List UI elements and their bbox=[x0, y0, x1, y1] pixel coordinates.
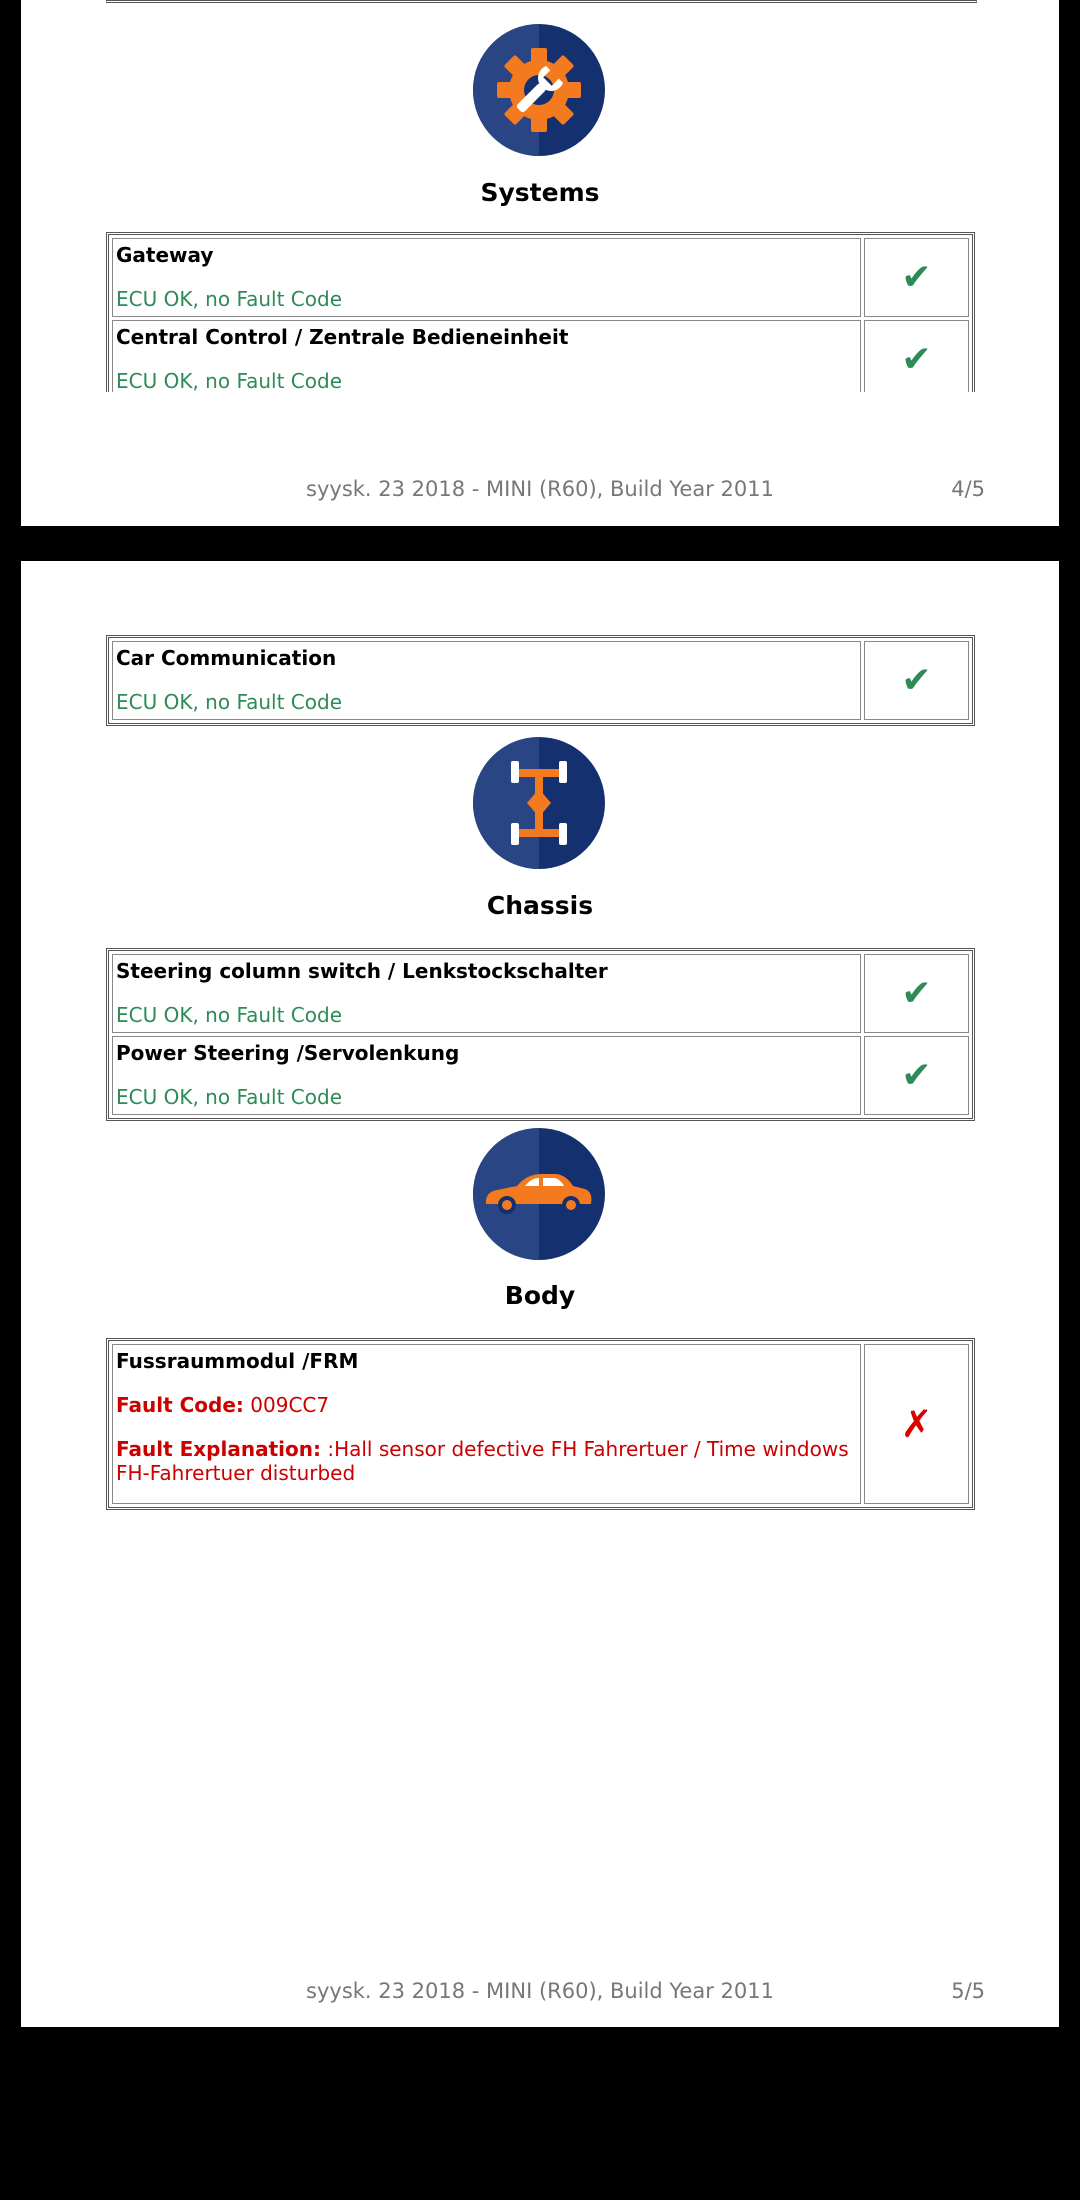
table-row bbox=[112, 238, 969, 317]
ecu-name: Gateway bbox=[116, 243, 214, 267]
check-mark-icon: ✔ bbox=[901, 659, 932, 701]
table-row bbox=[112, 1344, 969, 1504]
ecu-table-systems-continued bbox=[106, 635, 975, 726]
page-footer: syysk. 23 2018 - MINI (R60), Build Year 2011 bbox=[306, 1979, 774, 2003]
report-page-5 bbox=[21, 561, 1059, 2027]
ecu-name: Steering column switch / Lenkstockschalter bbox=[116, 959, 608, 983]
ecu-status: ECU OK, no Fault Code bbox=[116, 1085, 342, 1109]
chassis-axle-icon bbox=[473, 737, 605, 869]
table-row bbox=[112, 1036, 969, 1115]
report-page-4 bbox=[21, 0, 1059, 526]
fault-code-line bbox=[116, 1393, 857, 1417]
table-row bbox=[112, 320, 969, 392]
section-title-systems: Systems bbox=[480, 178, 600, 207]
check-mark-icon: ✔ bbox=[901, 972, 932, 1014]
section-title-body: Body bbox=[504, 1281, 576, 1310]
ecu-table-systems bbox=[106, 232, 975, 392]
fault-explanation-label: Fault Explanation: bbox=[116, 1437, 321, 1461]
car-icon bbox=[473, 1128, 605, 1260]
ecu-status: ECU OK, no Fault Code bbox=[116, 369, 342, 392]
systems-table-clip bbox=[21, 232, 1059, 392]
ecu-table-chassis bbox=[106, 948, 975, 1121]
ecu-name: Central Control / Zentrale Bedieneinheit bbox=[116, 325, 569, 349]
fault-code-label: Fault Code: bbox=[116, 1393, 244, 1417]
ecu-status: ECU OK, no Fault Code bbox=[116, 690, 342, 714]
section-title-chassis: Chassis bbox=[486, 891, 594, 920]
check-mark-icon: ✔ bbox=[901, 338, 932, 380]
ecu-name: Car Communication bbox=[116, 646, 337, 670]
check-mark-icon: ✔ bbox=[901, 256, 932, 298]
ecu-status: ECU OK, no Fault Code bbox=[116, 287, 342, 311]
ecu-name: Fussraummodul /FRM bbox=[116, 1349, 359, 1373]
fault-cross-icon: ✗ bbox=[900, 1402, 933, 1446]
page-number: 4/5 bbox=[951, 477, 985, 501]
previous-table-bottom-border bbox=[106, 0, 977, 3]
page-number: 5/5 bbox=[951, 1979, 985, 2003]
gear-wrench-icon bbox=[473, 24, 605, 156]
ecu-name: Power Steering /Servolenkung bbox=[116, 1041, 460, 1065]
ecu-table-body bbox=[106, 1338, 975, 1510]
page-footer: syysk. 23 2018 - MINI (R60), Build Year 2011 bbox=[306, 477, 774, 501]
table-row bbox=[112, 641, 969, 720]
table-row bbox=[112, 954, 969, 1033]
ecu-status: ECU OK, no Fault Code bbox=[116, 1003, 342, 1027]
fault-explanation-line bbox=[116, 1437, 857, 1485]
fault-code-value: 009CC7 bbox=[250, 1393, 330, 1417]
fault-explanation-value: :Hall sensor defective FH Fahrertuer / Time windows FH-Fahrertuer disturbed bbox=[116, 1437, 849, 1485]
check-mark-icon: ✔ bbox=[901, 1054, 932, 1096]
